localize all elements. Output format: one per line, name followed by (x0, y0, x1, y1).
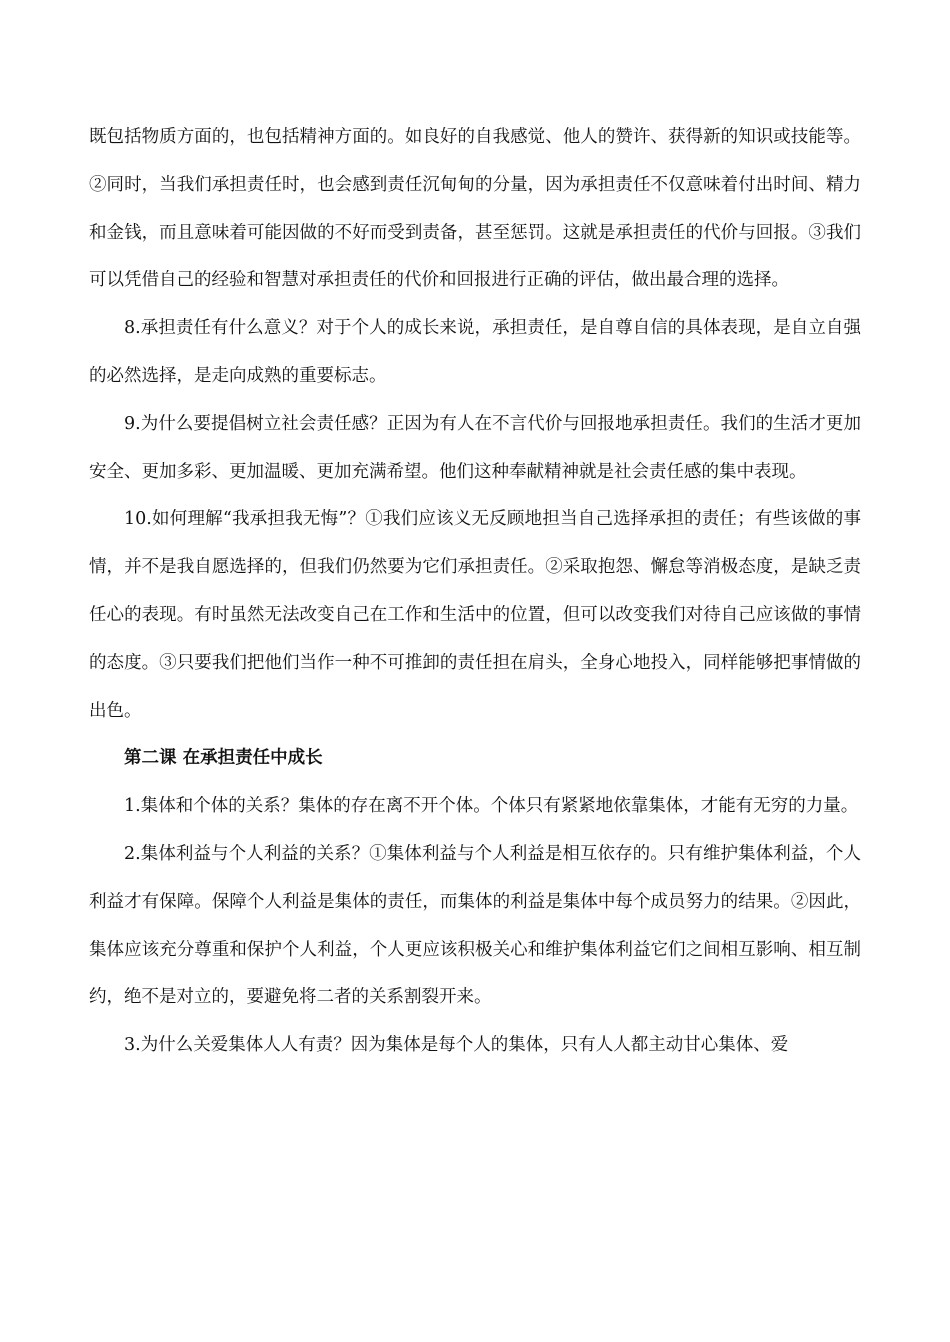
paragraph-question-9: 9.为什么要提倡树立社会责任感？正因为有人在不言代价与回报地承担责任。我们的生活才更加安全、更加多彩、更加温暖、更加充满希望。他们这种奉献精神就是社会责任感的集中表现。 (89, 413, 861, 482)
body-text (89, 114, 861, 1070)
paragraph-question-8: 8.承担责任有什么意义？对于个人的成长来说，承担责任，是自尊自信的具体表现，是自立自强的必然选择，是走向成熟的重要标志。 (89, 318, 861, 386)
paragraph-lesson2-question-1: 1.集体和个体的关系？集体的存在离不开个体。个体只有紧紧地依靠集体，才能有无穷的力量。 (124, 796, 859, 817)
paragraph-continuation: 既包括物质方面的，也包括精神方面的。如良好的自我感觉、他人的赞许、获得新的知识或技能等。②同时，当我们承担责任时，也会感到责任沉甸甸的分量，因为承担责任不仅意味着付出时间、精力和金钱，而且意味着可能因做的不好而受到责备，甚至惩罚。这就是承担责任的代价与回报。③我们可以凭借自己的经验和智慧对承担责任的代价和回报进行正确的评估，做出最合理的选择。 (89, 127, 861, 291)
paragraph-question-10: 10.如何理解“我承担我无悔”？①我们应该义无反顾地担当自己选择承担的责任；有些该做的事情，并不是我自愿选择的，但我们仍然要为它们承担责任。②采取抱怨、懈怠等消极态度，是缺乏责任心的表现。有时虽然无法改变自己在工作和生活中的位置，但可以改变我们对待自己应该做的事情的态度。③只要我们把他们当作一种不可推卸的责任担在肩头，全身心地投入，同样能够把事情做的出色。 (89, 509, 861, 721)
paragraph-lesson2-question-3: 3.为什么关爱集体人人有责？因为集体是每个人的集体，只有人人都主动甘心集体、爱 (124, 1035, 789, 1056)
section-heading-lesson-2: 第二课 在承担责任中成长 (124, 748, 323, 769)
paragraph-lesson2-question-2: 2.集体利益与个人利益的关系？①集体利益与个人利益是相互依存的。只有维护集体利益，个人利益才有保障。保障个人利益是集体的责任，而集体的利益是集体中每个成员努力的结果。②因此，集体应该充分尊重和保护个人利益，个人更应该积极关心和维护集体利益它们之间相互影响、相互制约，绝不是对立的，要避免将二者的关系割裂开来。 (89, 843, 861, 1008)
